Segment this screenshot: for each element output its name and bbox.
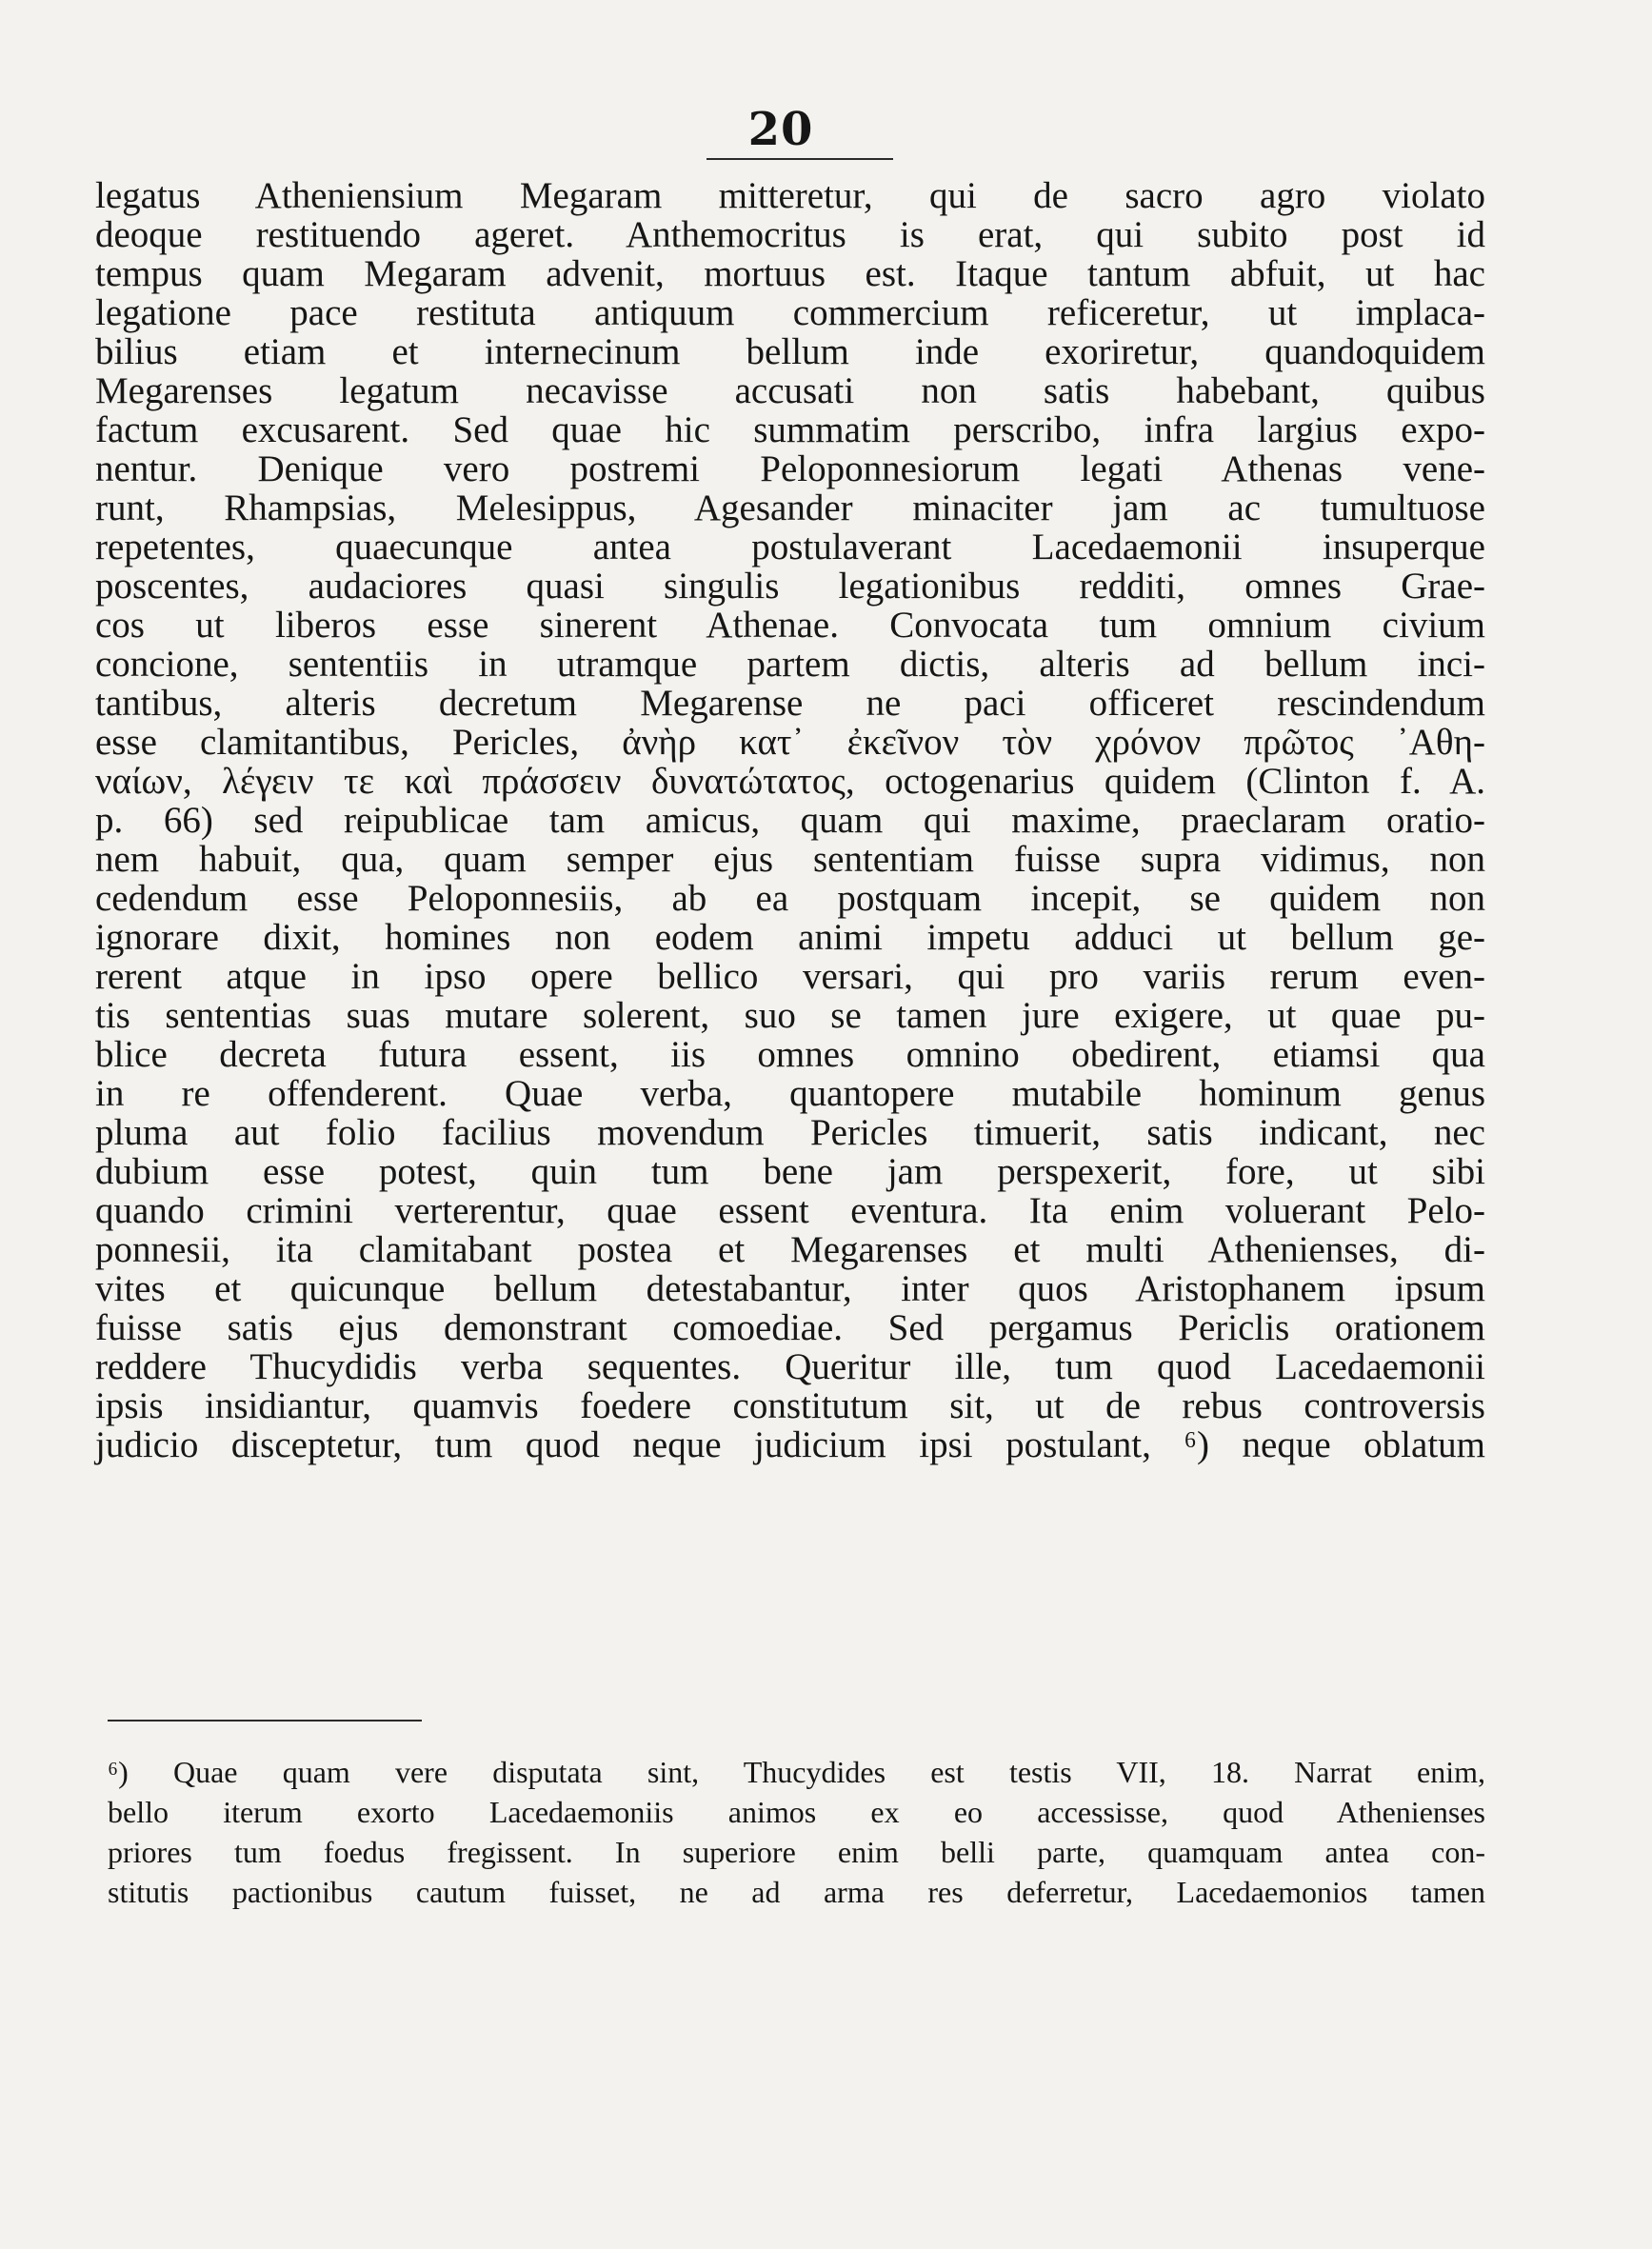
text-line: concione, sententiis in utramque partem dictis, alteris ad bellum inci- — [95, 644, 1485, 685]
text-line: blice decreta futura essent, iis omnes omnino obedirent, etiamsi qua — [95, 1034, 1485, 1075]
footnote-line: bello iterum exorto Lacedaemoniis animos ex eo accessisse, quod Athenienses — [108, 1795, 1485, 1829]
page-number: 20 — [747, 103, 814, 156]
footnote-line: priores tum foedus fregissent. In superiore enim belli parte, quamquam antea con- — [108, 1835, 1485, 1869]
text-line: tantibus, alteris decretum Megarense ne paci officeret rescindendum — [95, 683, 1485, 724]
text-line: in re offenderent. Quae verba, quantopere mutabile hominum genus — [95, 1073, 1485, 1114]
text-line: legatus Atheniensium Megaram mitteretur, qui de sacro agro violato — [95, 175, 1485, 216]
text-line: bilius etiam et internecinum bellum inde exoriretur, quandoquidem — [95, 331, 1485, 372]
text-line: cos ut liberos esse sinerent Athenae. Convocata tum omnium civium — [95, 605, 1485, 646]
text-line: factum excusarent. Sed quae hic summatim perscribo, infra largius expo- — [95, 409, 1485, 450]
text-line: vites et quicunque bellum detestabantur, inter quos Aristophanem ipsum — [95, 1268, 1485, 1309]
text-line: quando crimini verterentur, quae essent eventura. Ita enim voluerant Pelo- — [95, 1190, 1485, 1231]
text-line: dubium esse potest, quin tum bene jam perspexerit, fore, ut sibi — [95, 1151, 1485, 1192]
text-line: nem habuit, qua, quam semper ejus sententiam fuisse supra vidimus, non — [95, 839, 1485, 880]
header-rule — [707, 158, 893, 160]
text-line: runt, Rhampsias, Melesippus, Agesander minaciter jam ac tumultuose — [95, 488, 1485, 528]
footnote-rule — [108, 1720, 422, 1722]
text-line: nentur. Denique vero postremi Peloponnesiorum legati Athenas vene- — [95, 448, 1485, 489]
text-line: legatione pace restituta antiquum commercium reficeretur, ut implaca- — [95, 292, 1485, 333]
text-line: reddere Thucydidis verba sequentes. Queritur ille, tum quod Lacedaemonii — [95, 1346, 1485, 1387]
text-line: ναίων, λέγειν τε καὶ πράσσειν δυνατώτατος, octogenarius quidem (Clinton f. A. — [95, 761, 1485, 802]
text-line: deoque restituendo ageret. Anthemocritus is erat, qui subito post id — [95, 214, 1485, 255]
footnotes — [108, 1752, 1485, 1912]
footnote-line: ⁶) Quae quam vere disputata sint, Thucydides est testis VII, 18. Narrat enim, — [108, 1755, 1485, 1789]
text-line: pluma aut folio facilius movendum Pericles timuerit, satis indicant, nec — [95, 1112, 1485, 1153]
text-line: tis sententias suas mutare solerent, suo se tamen jure exigere, ut quae pu- — [95, 995, 1485, 1036]
main-text — [95, 176, 1485, 1464]
text-line: Megarenses legatum necavisse accusati non satis habebant, quibus — [95, 370, 1485, 411]
text-line: esse clamitantibus, Pericles, ἀνὴρ κατ᾿ ἐκεῖνον τὸν χρόνον πρῶτος ᾿Αθη- — [95, 722, 1485, 763]
text-line: ponnesii, ita clamitabant postea et Megarenses et multi Athenienses, di- — [95, 1229, 1485, 1270]
text-line: tempus quam Megaram advenit, mortuus est. Itaque tantum abfuit, ut hac — [95, 253, 1485, 294]
text-line: repetentes, quaecunque antea postulaverant Lacedaemonii insuperque — [95, 527, 1485, 567]
text-line: cedendum esse Peloponnesiis, ab ea postquam incepit, se quidem non — [95, 878, 1485, 919]
text-line: ignorare dixit, homines non eodem animi impetu adduci ut bellum ge- — [95, 917, 1485, 958]
text-line: p. 66) sed reipublicae tam amicus, quam qui maxime, praeclaram oratio- — [95, 800, 1485, 841]
footnote-line: stitutis pactionibus cautum fuisset, ne ad arma res deferretur, Lacedaemonios tamen — [108, 1875, 1485, 1909]
text-line: rerent atque in ipso opere bellico versari, qui pro variis rerum even- — [95, 956, 1485, 997]
text-line: ipsis insidiantur, quamvis foedere constitutum sit, ut de rebus controversis — [95, 1385, 1485, 1426]
text-line: poscentes, audaciores quasi singulis legationibus redditi, omnes Grae- — [95, 566, 1485, 607]
text-line: fuisse satis ejus demonstrant comoediae. Sed pergamus Periclis orationem — [95, 1307, 1485, 1348]
text-line: judicio disceptetur, tum quod neque judicium ipsi postulant, ⁶) neque oblatum — [95, 1424, 1485, 1465]
